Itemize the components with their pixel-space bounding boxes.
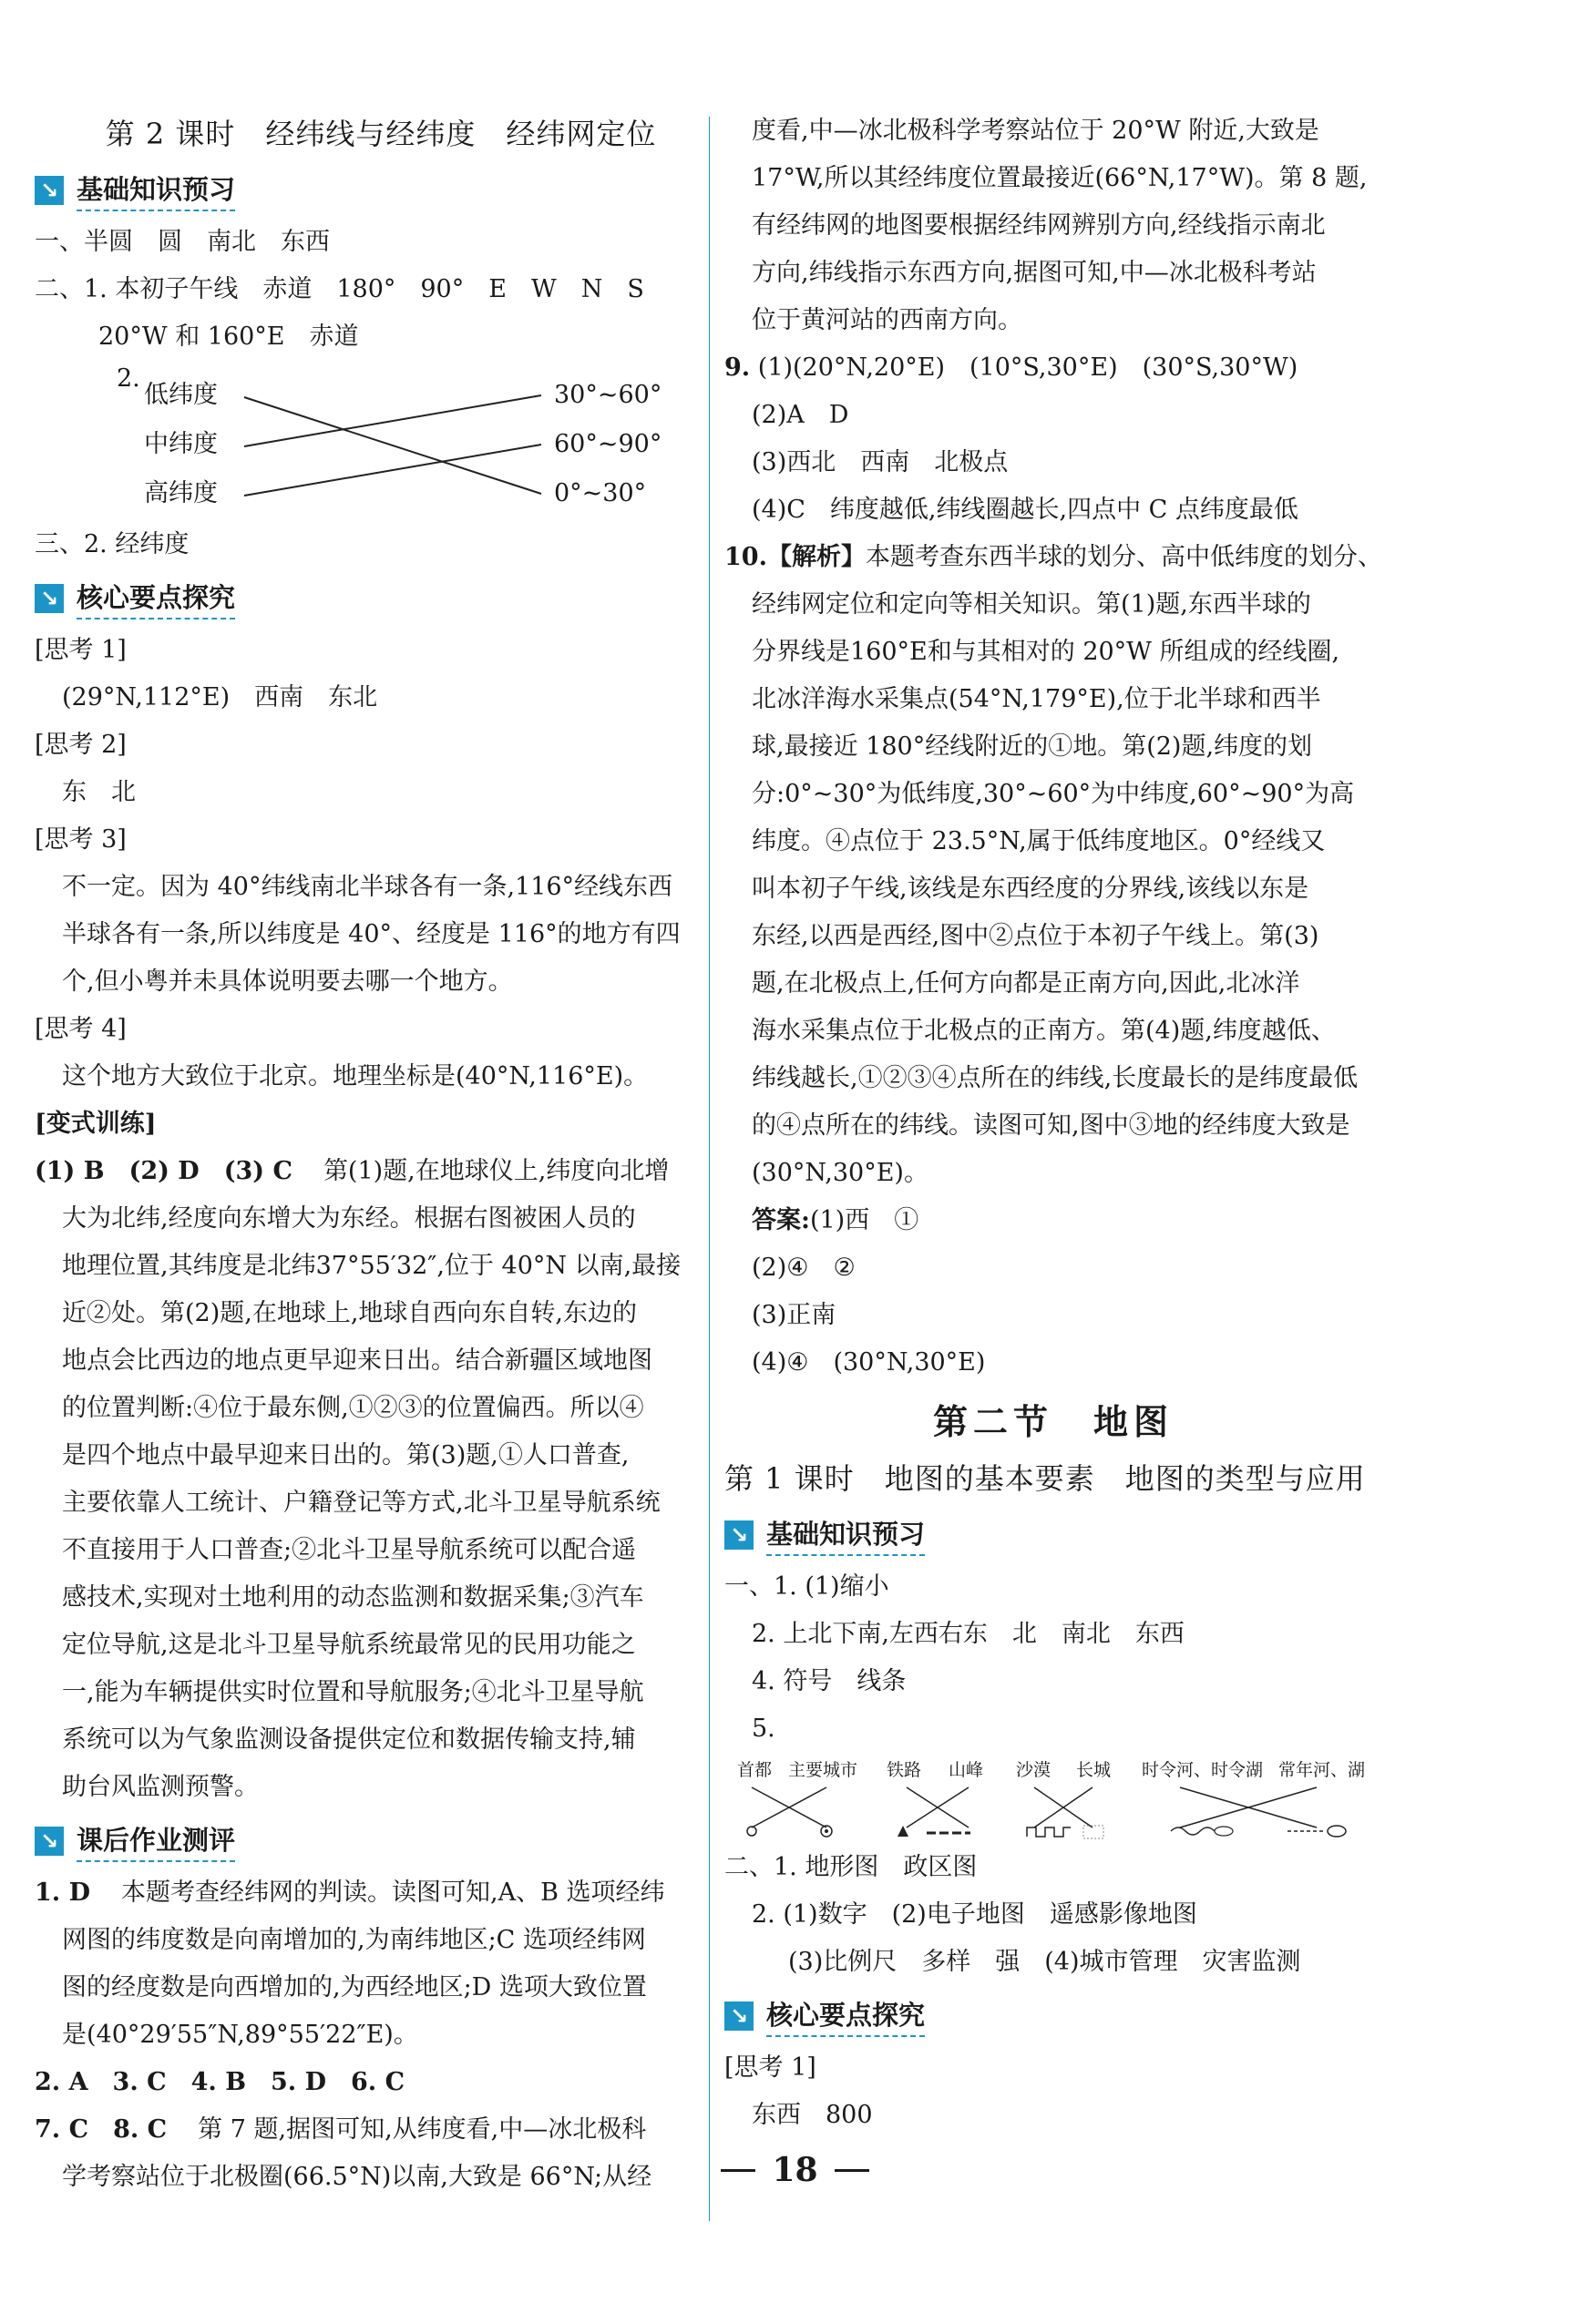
page-number: [0, 2148, 1590, 2189]
explanation-line: 感技术,实现对土地利用的动态监测和数据采集;③汽车: [62, 1583, 644, 1612]
explanation-line: 海水采集点位于北极点的正南方。第(4)题,纬度越低、: [752, 1017, 1336, 1045]
item-number: 2.: [117, 364, 140, 393]
explanation-line: 球,最接近 180°经线附近的①地。第(2)题,纬度的划: [752, 732, 1313, 761]
legend-label: 长城: [1076, 1760, 1112, 1780]
section-title: 核心要点探究: [766, 1995, 925, 2037]
think-answer: 东西 800: [752, 2101, 873, 2129]
section-title: 基础知识预习: [766, 1514, 925, 1556]
match-left-item: 高纬度: [144, 479, 218, 507]
explanation-line: 东经,以西是西经,图中②点位于本初子午线上。第(3): [752, 922, 1319, 950]
think-answer: 不一定。因为 40°纬线南北半球各有一条,116°经线东西: [62, 873, 673, 901]
answer-choice: 7. C 8. C: [35, 2115, 168, 2144]
think-answer: 东 北: [62, 778, 136, 806]
answer-text: (1)西 ①: [809, 1206, 919, 1234]
match-left-item: 低纬度: [144, 381, 218, 409]
latitude-matching-diagram: [78, 361, 691, 521]
legend-label: 沙漠: [1016, 1760, 1051, 1780]
right-column: [724, 107, 1382, 2139]
section-core-explore: [35, 572, 691, 625]
chapter-title: 第二节 地图: [932, 1401, 1174, 1442]
arrow-box-icon: ↘: [35, 1827, 64, 1856]
arrow-box-icon: ↘: [35, 584, 64, 613]
legend-label: 铁路: [887, 1760, 922, 1780]
explanation-line: 位于黄河站的西南方向。: [752, 306, 1022, 334]
explanation-line: 图的经度数是向西增加的,为西经地区;D 选项大致位置: [62, 1973, 647, 2002]
think-answer: (29°N,112°E) 西南 东北: [62, 683, 378, 712]
explanation-line: 纬度。④点位于 23.5°N,属于低纬度地区。0°经线又: [752, 827, 1326, 855]
arrow-box-icon: ↘: [724, 1520, 754, 1550]
explanation-line: 纬线越长,①②③④点所在的纬线,长度最长的是纬度最低: [752, 1064, 1359, 1092]
question-number: 9.: [724, 353, 751, 382]
dash-decoration: [835, 2169, 869, 2172]
think-answer: 个,但小粤并未具体说明要去哪一个地方。: [62, 967, 513, 996]
explanation-line: 不直接用于人口普查;②北斗卫星导航系统可以配合遥: [62, 1536, 637, 1564]
answer-label: 答案:: [752, 1206, 810, 1234]
explanation-line: 助台风监测预警。: [62, 1773, 259, 1801]
text-line: 4. 符号 线条: [752, 1667, 907, 1695]
section-basic-preview: [724, 1509, 1382, 1561]
explanation-line: (30°N,30°E)。: [752, 1159, 928, 1187]
section-homework: [35, 1815, 691, 1868]
match-left-item: 中纬度: [144, 430, 218, 458]
explanation-line: 大为北纬,经度向东增大为东经。根据右图被困人员的: [62, 1204, 636, 1233]
variant-answer: [35, 1148, 691, 1195]
map-symbols: [724, 1753, 1380, 1844]
explanation-line: 经纬网定位和定向等相关知识。第(1)题,东西半球的: [752, 590, 1311, 619]
text-line: 一、1. (1)缩小: [724, 1572, 889, 1601]
explanation-text: 第 7 题,据图可知,从纬度看,中—冰北极科: [198, 2115, 647, 2144]
explanation-line: 叫本初子午线,该线是东西经度的分界线,该线以东是: [752, 875, 1309, 903]
map-symbol-matching-diagram: [724, 1753, 1382, 1844]
explanation-line: 定位导航,这是北斗卫星导航系统最常见的民用功能之: [62, 1631, 636, 1659]
explanation-line: 学考察站位于北极圈(66.5°N)以南,大致是 66°N;从经: [62, 2163, 652, 2191]
think-answer: 半球各有一条,所以纬度是 40°、经度是 116°的地方有四: [62, 920, 681, 948]
explanation-text: 本题考查东西半球的划分、高中低纬度的划分、: [865, 543, 1382, 571]
section-basic-preview: [35, 164, 691, 217]
text-line: 三、2. 经纬度: [35, 530, 190, 558]
think-label: [思考 3]: [35, 825, 127, 854]
explanation-line: 分界线是160°E和与其相对的 20°W 所组成的经线圈,: [752, 638, 1340, 666]
legend-label: 时令河、时令湖: [1142, 1760, 1264, 1780]
text-line: 二、1. 地形图 政区图: [724, 1853, 978, 1881]
think-label: [思考 1]: [35, 636, 127, 664]
section-title: 核心要点探究: [77, 578, 235, 619]
answer-line: (3)西北 西南 北极点: [752, 448, 1009, 476]
answer-line: (2)④ ②: [752, 1254, 856, 1282]
answer-line: (3)正南: [752, 1301, 836, 1329]
legend-label: 山峰: [949, 1760, 984, 1780]
text-line: 20°W 和 160°E 赤道: [98, 322, 359, 351]
explanation-line: 分:0°~30°为低纬度,30°~60°为中纬度,60°~90°为高: [752, 780, 1355, 808]
variant-label: [变式训练]: [35, 1110, 157, 1138]
section-title: 课后作业测评: [77, 1820, 235, 1862]
lesson-title: 第 2 课时 经纬线与经纬度 经纬网定位: [105, 117, 657, 151]
think-label: [思考 1]: [724, 2053, 816, 2082]
explanation-line: 题,在北极点上,任何方向都是正南方向,因此,北冰洋: [752, 969, 1300, 998]
question-answer: [35, 1869, 691, 1917]
match-right-item: 60°~90°: [554, 430, 662, 458]
think-answer: 这个地方大致位于北京。地理坐标是(40°N,116°E)。: [62, 1062, 649, 1090]
answer-line: (4)C 纬度越低,纬线圈越长,四点中 C 点纬度最低: [752, 496, 1298, 524]
question-answer: [35, 2106, 691, 2154]
think-label: [思考 4]: [35, 1015, 127, 1043]
explanation-line: 有经纬网的地图要根据经纬网辨别方向,经线指示南北: [752, 211, 1326, 240]
page-number-text: 18: [772, 2151, 818, 2189]
explanation-line: 是(40°29′55″N,89°55′22″E)。: [62, 2021, 418, 2049]
explanation-line: 地理位置,其纬度是北纬37°55′32″,位于 40°N 以南,最接: [62, 1252, 682, 1280]
legend-label: 常年河、湖: [1278, 1760, 1366, 1780]
explanation-line: 北冰洋海水采集点(54°N,179°E),位于北半球和西半: [752, 685, 1321, 713]
explanation-line: 方向,纬线指示东西方向,据图可知,中—冰北极科考站: [752, 259, 1317, 287]
question-answer: [724, 344, 1382, 392]
explanation-line: 17°W,所以其经纬度位置最接近(66°N,17°W)。第 8 题,: [752, 164, 1368, 192]
answer-choices: (1) B (2) D (3) C: [35, 1157, 292, 1185]
match-right-item: 0°~30°: [554, 479, 647, 507]
explanation-line: 是四个地点中最早迎来日出的。第(3)题,①人口普查,: [62, 1441, 630, 1469]
arrow-box-icon: ↘: [35, 176, 64, 205]
lesson-title: 第 1 课时 地图的基本要素 地图的类型与应用: [724, 1461, 1366, 1496]
explanation-line: 系统可以为气象监测设备提供定位和数据传输支持,辅: [62, 1725, 636, 1754]
answer-line: [724, 1197, 1382, 1244]
legend-label: 首都: [737, 1760, 773, 1780]
explanation-line: 一,能为车辆提供实时位置和导航服务;④北斗卫星导航: [62, 1678, 644, 1706]
explanation-line: 度看,中—冰北极科学考察站位于 20°W 附近,大致是: [752, 117, 1319, 145]
section-core-explore: [724, 1990, 1382, 2042]
explanation-text: 本题考查经纬网的判读。读图可知,A、B 选项经纬: [121, 1879, 665, 1907]
think-label: [思考 2]: [35, 731, 127, 759]
answer-text: (1)(20°N,20°E) (10°S,30°E) (30°S,30°W): [757, 353, 1298, 382]
match-right-item: 30°~60°: [554, 381, 662, 409]
text-line: (3)比例尺 多样 强 (4)城市管理 灾害监测: [788, 1948, 1301, 1976]
explanation-line: 网图的纬度数是向南增加的,为南纬地区;C 选项经纬网: [62, 1926, 646, 1954]
explanation-line: 的位置判断:④位于最东侧,①②③的位置偏西。所以④: [62, 1394, 644, 1422]
text-line: 一、半圆 圆 南北 东西: [35, 228, 330, 256]
arrow-box-icon: ↘: [724, 2002, 754, 2031]
explanation-text: 第(1)题,在地球仪上,纬度向北增: [323, 1157, 670, 1185]
dash-decoration: [721, 2169, 755, 2172]
section-title: 基础知识预习: [77, 169, 235, 211]
left-column: [35, 107, 691, 2201]
matching-lines: [78, 361, 698, 521]
answer-choice: 1. D: [35, 1879, 91, 1907]
answer-list: 2. A 3. C 4. B 5. D 6. C: [35, 2068, 405, 2096]
explanation-line: 的④点所在的纬线。读图可知,图中③地的经纬度大致是: [752, 1111, 1350, 1140]
explanation-line: 主要依靠人工统计、户籍登记等方式,北斗卫星导航系统: [62, 1489, 661, 1517]
text-line: 5.: [752, 1715, 775, 1743]
text-line: 2. (1)数字 (2)电子地图 遥感影像地图: [752, 1900, 1197, 1929]
text-line: 二、1. 本初子午线 赤道 180° 90° E W N S: [35, 275, 644, 303]
legend-label: 主要城市: [788, 1760, 858, 1780]
answer-line: (4)④ (30°N,30°E): [752, 1348, 986, 1377]
explanation-line: 近②处。第(2)题,在地球上,地球自西向东自转,东边的: [62, 1299, 637, 1327]
question-number: 10.【解析】: [724, 543, 866, 571]
answer-line: (2)A D: [752, 401, 849, 429]
question-answer: [724, 534, 1382, 581]
explanation-line: 地点会比西边的地点更早迎来日出。结合新疆区域地图: [62, 1346, 652, 1375]
text-line: 2. 上北下南,左西右东 北 南北 东西: [752, 1620, 1185, 1648]
column-divider: [709, 117, 710, 2221]
